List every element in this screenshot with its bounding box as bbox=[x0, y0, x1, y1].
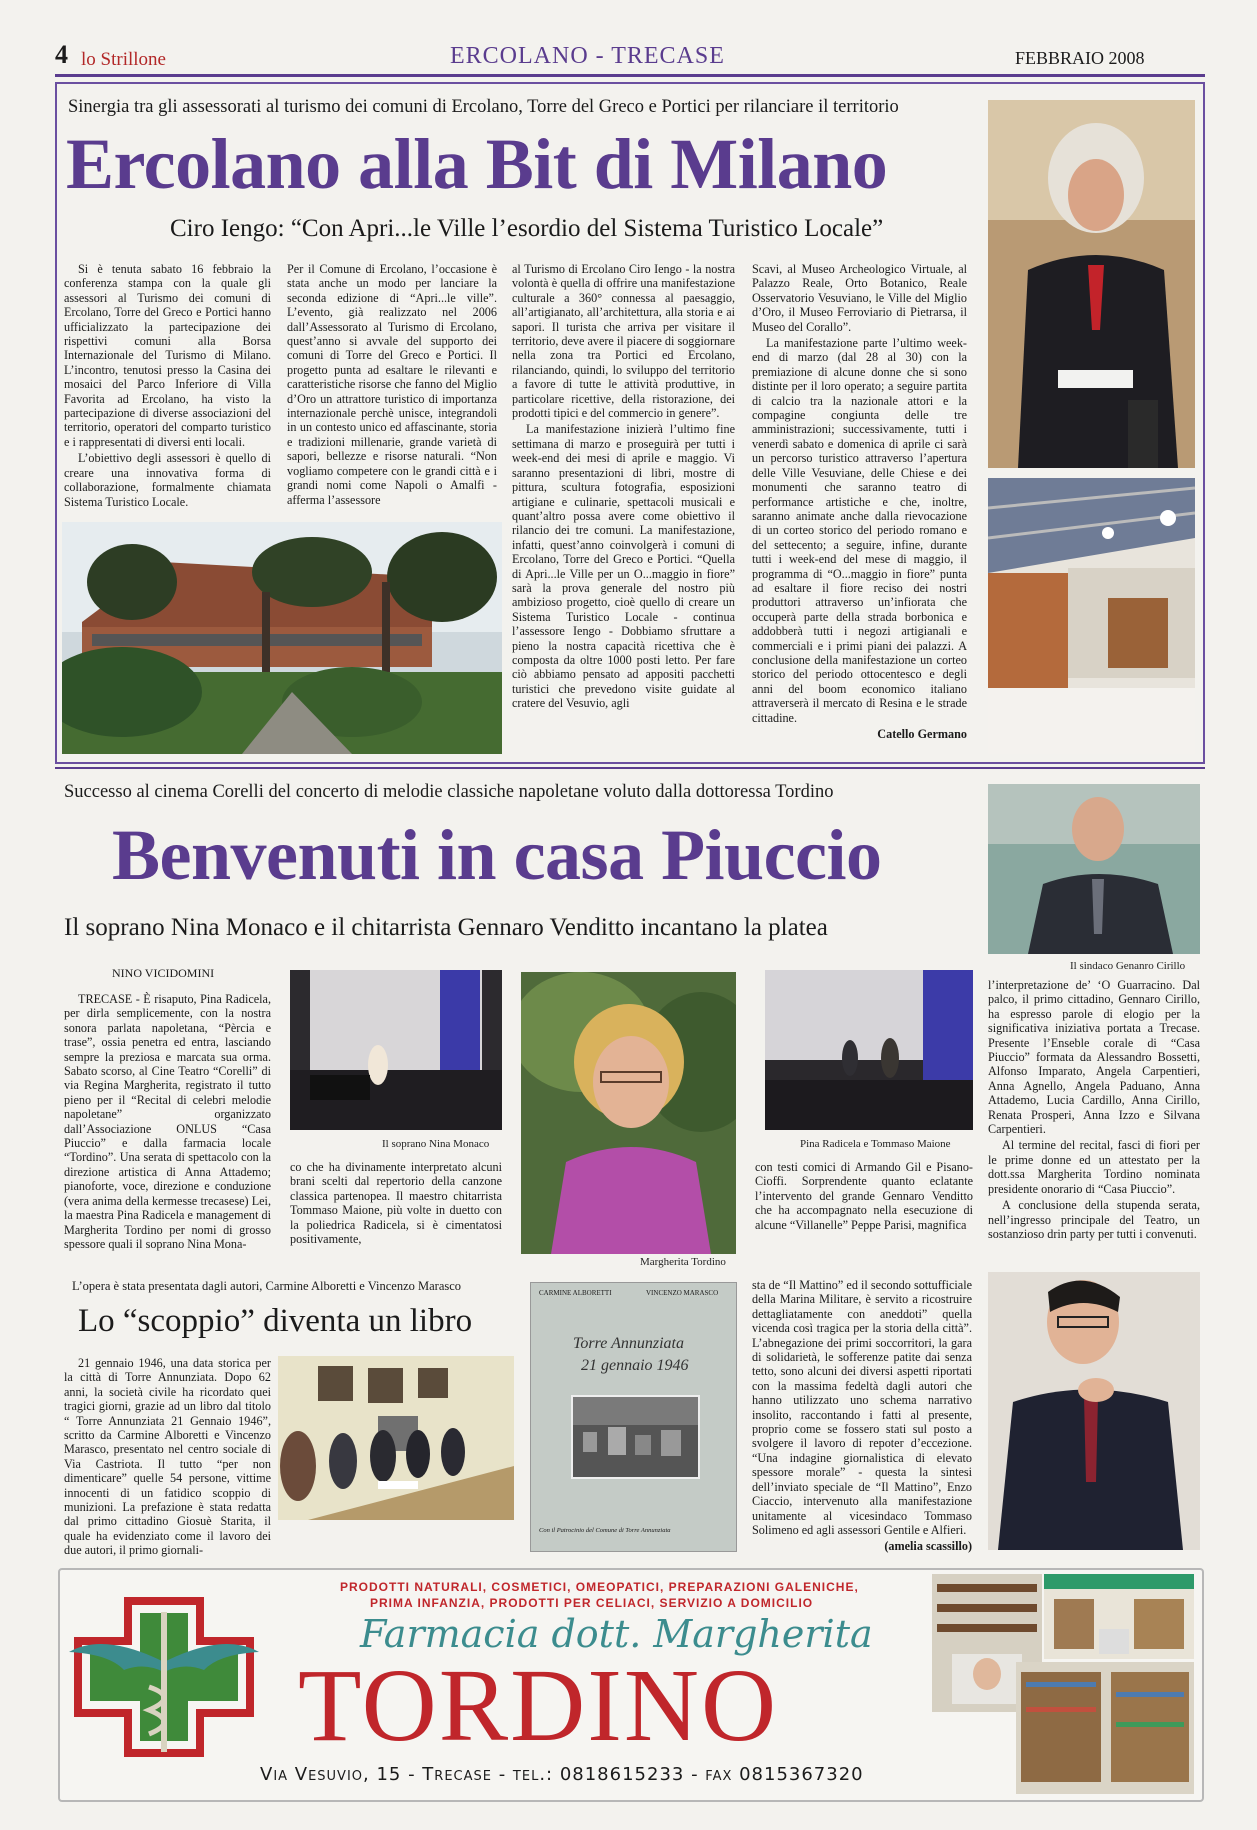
paper-name: lo Strillone bbox=[81, 49, 166, 70]
ad-brand: TORDINO bbox=[298, 1648, 779, 1763]
book-cover bbox=[530, 1282, 737, 1552]
pina-caption: Pina Radicela e Tommaso Maione bbox=[800, 1138, 951, 1150]
article2-col3 bbox=[755, 1160, 973, 1234]
margherita-photo bbox=[521, 972, 736, 1254]
issue-date: FEBBRAIO 2008 bbox=[1015, 48, 1145, 68]
article1-author: Catello Germano bbox=[877, 727, 967, 741]
article1-col1 bbox=[64, 262, 271, 511]
article1-col3b-text: La manifestazione inizierà l’ultimo fine settimana di marzo e proseguirà per tutti i week-end dei mesi di aprile e maggio. Vi saranno presentazioni di libri, mostre di pittura, scultura fotografia, esposizioni artigiane e culinarie, spettacoli musicali e quant’altro possa avere come obiettivo il rilancio dei tre comuni. La manifestazione, infatti, quest’anno coinvolgerà i comuni di Ercolano, Torre del Greco e Portici. “Quella di Apri...le Ville per un O...maggio in fiore” sarà la prova generale del nostro più ambizioso progetto, cioè quello di creare un Sistema Turistico Locale - continua l’assessore Iengo - Dobbiamo sfruttare a pieno la nostra capacità ricettiva che è composta da oltre 1000 posti letto. Per fare ciò abbiamo pensato ad appositi pacchetti turistici che prevedono visite guidate al cratere del Vesuvio, agli bbox=[512, 422, 735, 711]
article2-subhead: Il soprano Nina Monaco e il chitarrista Gennaro Venditto incantano la platea bbox=[64, 914, 828, 941]
article2-col4c-text: A conclusione della stupenda serata, nell’ingresso principale del Teatro, un sostanzioso drin party per tutti i convenuti. bbox=[988, 1198, 1200, 1241]
article1-col1b-text: L’obiettivo degli assessori è quello di creare una innovativa forma di collaborazione, formalmente chiamata Sistema Turistico Locale. bbox=[64, 451, 271, 509]
article1-col4b-text: La manifestazione parte l’ultimo week-end di marzo (dal 28 al 30) con la premiazione di alcune donne che si sono distinte per il loro operato; a seguire partita di calcio tra la nazionale attori e la compagine congiunta delle tre amministrazioni; successivamente, tutti i venerdì sabato e domenica di aprile ci sarà un percorso turistico attraverso l’apertura delle Ville Vesuviane, delle Chiese e dei monumenti che saranno teatro di performance artistiche e che, inoltre, saranno animate anche dalla rievocazione di un corteo storico del periodo romano e del settecento; a seguire, infine, durante tutti i week-end del mese di maggio, il programma di “O...maggio in fiore” punta ad esaltare il fiore reciso dei nostri produttori attraverso un’infiorata che occuperà parte della strada borbonica e addobberà tutti i negozi artigianali e commerciali e i primi piani dei palazzi. A conclusione della manifestazione un corteo storico del periodo ottocentesco e degli anni del boom economico italiano attraverserà il mercato di Resina e le strade cittadine. bbox=[752, 336, 967, 725]
solimeno-photo bbox=[988, 1272, 1200, 1550]
sindaco-photo bbox=[988, 784, 1200, 954]
book-title-1: Torre Annunziata bbox=[573, 1335, 684, 1352]
book-photo bbox=[571, 1395, 700, 1479]
article2-kicker: Successo al cinema Corelli del concerto di melodie classiche napoletane voluto dalla dottoressa Tordino bbox=[64, 782, 834, 802]
sindaco-caption: Il sindaco Genanro Cirillo bbox=[1070, 960, 1186, 972]
meeting-photo bbox=[278, 1356, 514, 1520]
masthead bbox=[55, 40, 1205, 76]
ad-address: Via Vesuvio, 15 - Trecase - tel.: 0818615233 - fax 0815367320 bbox=[260, 1764, 864, 1785]
ad-tagline-1: PRODOTTI NATURALI, COSMETICI, OMEOPATICI, PREPARAZIONI GALENICHE, bbox=[340, 1580, 859, 1594]
caduceus-icon bbox=[64, 1592, 264, 1762]
article1-headline: Ercolano alla Bit di Milano bbox=[66, 124, 888, 204]
article2-col4 bbox=[988, 978, 1200, 1243]
soprano-photo bbox=[290, 970, 502, 1130]
article3-col2-text: sta de “Il Mattino” ed il secondo sottufficiale della Marina Militare, è servito a ricostruire dettagliatamente con aneddoti” quella vicenda così tragica per la storia della città”. L’abnegazione dei primi soccorritori, la gara di solidarietà, le sofferenze patite dai senza tetto, sono alcuni dei diversi aspetti riportati con la massima fedeltà dagli autori che hanno utilizzato uno schema narrativo insolito, raccontando i fatti al presente, proprio come se fossero stati sul posto a svolgere il lavoro di repoter d’eccezione. “Una indagine giornalistica di elevato spessore morale” - questa la sintesi dell’inviato speciale de “Il Mattino”, Enzo Ciaccio, intervenuto alla manifestazione unitamente al vicesindaco Tommaso Solimeno ed agli assessori Gentile e Alfieri. bbox=[752, 1278, 972, 1537]
article2-col4b-text: Al termine del recital, fasci di fiori per le prime donne ed un attestato per la dott.ssa Margherita Tordino nominata presidente onorario di “Casa Piuccio”. bbox=[988, 1138, 1200, 1196]
article2-headline: Benvenuti in casa Piuccio bbox=[112, 815, 882, 895]
book-author-right: VINCENZO MARASCO bbox=[646, 1289, 719, 1297]
article3-author: (amelia scassillo) bbox=[884, 1539, 972, 1554]
ad-tagline-2: PRIMA INFANZIA, PRODOTTI PER CELIACI, SERVIZIO A DOMICILIO bbox=[370, 1596, 814, 1610]
article1-col4-text: Scavi, al Museo Archeologico Virtuale, al Palazzo Reale, Orto Botanico, Reale Osservatorio Vesuviano, le Ville del Miglio d’Oro, il Museo Ferroviario di Pietrarsa, il Museo del Corallo”. bbox=[752, 262, 967, 334]
article1-col1-text: Si è tenuta sabato 16 febbraio la conferenza stampa con la quale gli assessori al Turismo dei comuni di Ercolano, Torre del Greco e Portici hanno ufficializzato la partecipazione dei rispettivi comuni alla Borsa Internazionale del Turismo di Milano. L’incontro, tenutosi presso la Casina dei mosaici del Parco Inferiore di Villa Favorita ad Ercolano, ha visto la partecipazione di diverse associazioni del territorio, operatori del comparto turistico e i rappresentati di diversi enti locali. bbox=[64, 262, 271, 449]
book-footer: Con il Patrocinio del Comune di Torre Annunziata bbox=[539, 1527, 671, 1534]
article3-headline: Lo “scoppio” diventa un libro bbox=[78, 1303, 473, 1339]
section-title: ERCOLANO - TRECASE bbox=[450, 43, 725, 69]
book-author-left: CARMINE ALBORETTI bbox=[539, 1289, 612, 1297]
pharmacy-ad bbox=[58, 1568, 1204, 1802]
book-title-2: 21 gennaio 1946 bbox=[581, 1357, 689, 1374]
article2-col2 bbox=[290, 1160, 502, 1248]
pina-photo bbox=[765, 970, 973, 1130]
article3-col2 bbox=[752, 1278, 972, 1556]
store-photo-3 bbox=[1016, 1662, 1194, 1794]
article2-col3-text: con testi comici di Armando Gil e Pisano-Cioffi. Sorprendente quanto eclatante l’intervento del grande Gennaro Venditto che ha accompagnato nella esecuzione di alcune “Villanelle” Peppe Parisi, magnifica bbox=[755, 1160, 973, 1232]
store-photo-2 bbox=[1044, 1574, 1194, 1659]
interior-photo bbox=[988, 478, 1195, 754]
article1-subhead: Ciro Iengo: “Con Apri...le Ville l’esordio del Sistema Turistico Locale” bbox=[170, 215, 884, 242]
soprano-caption: Il soprano Nina Monaco bbox=[382, 1138, 490, 1150]
villa-photo bbox=[62, 522, 502, 754]
ad-script-name: Farmacia dott. Margherita bbox=[360, 1612, 873, 1656]
article1-col2 bbox=[287, 262, 497, 509]
article2-col2-text: co che ha divinamente interpretato alcuni brani scelti dal repertorio della canzone classica partenopea. Il maestro chitarrista Tommaso Maione, più volte in duetto con la poliedrica Radicela, si è cimentatosi positivamente, bbox=[290, 1160, 502, 1247]
article2-byline: NINO VICIDOMINI bbox=[112, 966, 215, 980]
article1-kicker: Sinergia tra gli assessorati al turismo dei comuni di Ercolano, Torre del Greco e Portici per rilanciare il territorio bbox=[68, 97, 899, 117]
article1-col4 bbox=[752, 262, 967, 743]
article2-col1 bbox=[64, 992, 271, 1253]
article2-top-rule bbox=[55, 767, 1205, 769]
article1-col3 bbox=[512, 262, 735, 713]
page-number: 4 bbox=[55, 40, 68, 69]
margherita-caption: Margherita Tordino bbox=[640, 1256, 726, 1268]
article3-col1 bbox=[64, 1356, 271, 1560]
article1-col2-text: Per il Comune di Ercolano, l’occasione è stata anche un modo per lanciare la seconda edizione di “Apri...le ville”. L’evento, già realizzato nel 2006 dall’Assessorato al Turismo di Ercolano, quest’anno si avvale del supporto dei comuni di Torre del Greco e Portici. Il progetto punta ad esaltare le rilevanti e caratteristiche risorse che fanno del Miglio d’Oro un attrattore turistico di importanza internazionale perchè unisce, integrandoli in un contesto unico ed affascinante, storia e tradizioni millenarie, grande varietà di sapori, bellezze e risorse naturali. “Non vogliamo competere con le grandi città e i grandi nomi come Napoli o Amalfi - afferma l’assessore bbox=[287, 262, 497, 507]
article2-col1-text: TRECASE - È risaputo, Pina Radicela, per dirla semplicemente, con la nostra sonora parlata napoletana, “Pèrcia e trase”, ossia penetra ed entra, lasciando sempre la preziosa e marcata sua orma. Sabato scorso, al Cine Teatro “Corelli” di via Regina Margherita, registrato il tutto pieno per il “Recital di celebri melodie napoletane” organizzato dall’Associazione ONLUS “Casa Piuccio” e dalla farmacia locale “Tordino”. Una serata di spettacolo con la direzione artistica di Anna Attademo; pianoforte, voce, direzione e conduzione (vera anima della kermesse trecasese) Lei, la maestra Pina Radicela e management di Margherita Tordino per nomi di grosso spessore quali il soprano Nina Mona- bbox=[64, 992, 271, 1251]
masthead-rule bbox=[55, 74, 1205, 77]
article3-col1-text: 21 gennaio 1946, una data storica per la città di Torre Annunziata. Dopo 62 anni, la società civile ha ricordato quei tragici giorni, grazie ad un libro dal titolo “ Torre Annunziata 21 Gennaio 1946”, scritto da Carmine Alboretti e Vincenzo Marasco, presentato nel centro sociale di Via Castriota. Il tutto “per non dimenticare” quelle 54 persone, vittime innocenti di un fatidico scoppio di munizioni. La prefazione è stata redatta dal primo cittadino Giosuè Starita, il quale ha evidenziato come il lavoro dei due autori, il primo giornali- bbox=[64, 1356, 271, 1558]
article1-col3-text: al Turismo di Ercolano Ciro Iengo - la nostra volontà è quella di offrire una manifestazione culturale a 360° connessa al paesaggio, all’artigianato, all’architettura, alla storia e ai sapori. Il turista che arriva per visitare il territorio, deve avere il piacere di soggiornare nella zona tra Portici ed Ercolano, rilanciando, quindi, lo sviluppo del territorio a favore di tutte le attività produttive, in particolare ricettive, della ristorazione, dei prodotti tipici e del commercio in genere”. bbox=[512, 262, 735, 421]
article3-kicker: L’opera è stata presentata dagli autori, Carmine Alboretti e Vincenzo Marasco bbox=[72, 1279, 462, 1293]
speaker-photo bbox=[988, 100, 1195, 468]
article2-col4-text: l’interpretazione de’ ‘O Guarracino. Dal palco, il primo cittadino, Gennaro Cirillo, ha espresso parole di elogio per la significativa iniziativa portata a Trecase. Presente l’Enseble corale di “Casa Piuccio” formata da Alessandro Bossetti, Alfonso Imparato, Angela Carpentieri, Anna Agnello, Angela Paduano, Anna Attademo, Lucia Cardillo, Anna Cirillo, Renata Prosperi, Anna Izzo e Silvana Carpentieri. bbox=[988, 978, 1200, 1137]
